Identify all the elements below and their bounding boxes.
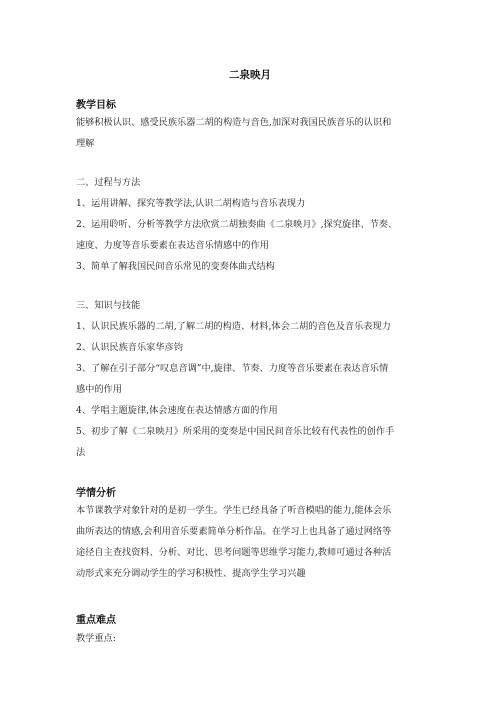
- paragraph-line: 1、运用讲解、探究等教学法,认识二胡构造与音乐表现力: [76, 198, 306, 209]
- paragraph-line: 理解: [76, 138, 95, 149]
- document-title: 二泉映月: [229, 69, 271, 81]
- paragraph-line: 5、初步了解《二泉映月》所采用的变奏是中国民间音乐比较有代表性的创作手: [76, 426, 395, 437]
- section-heading-key-points: 重点难点: [76, 615, 116, 626]
- paragraph-line: 3、了解在引子部分“叹息音调”中,旋律、节奏、力度等音乐要素在表达音乐情: [76, 363, 389, 374]
- section-heading-knowledge: 三、知识与技能: [76, 300, 141, 311]
- paragraph-line: 感中的作用: [76, 384, 122, 395]
- paragraph-line: 1、认识民族乐器的二胡,了解二胡的构造、材料,体会二胡的音色及音乐表现力: [76, 321, 391, 332]
- paragraph-line: 能够积极认识、感受民族乐器二胡的构造与音色,加深对我国民族音乐的认识和: [76, 117, 392, 128]
- paragraph-line: 途径自主查找资料、分析、对比、思考问题等思维学习能力,教师可通过各种活: [76, 547, 392, 558]
- paragraph-line: 曲所表达的情感,会利用音乐要素简单分析作品。在学习上也具备了通过网络等: [76, 526, 392, 537]
- paragraph-line: 本节课教学对象针对的是初一学生。学生已经具备了听音模唱的能力,能体会乐: [76, 505, 392, 516]
- paragraph-line: 4、学唱主题旋律,体会速度在表达情感方面的作用: [76, 405, 278, 416]
- section-heading-process: 二、过程与方法: [76, 177, 141, 188]
- section-heading-student-analysis: 学情分析: [76, 488, 116, 499]
- paragraph-line: 速度、力度等音乐要素在表达音乐情感中的作用: [76, 240, 269, 251]
- paragraph-line: 2、运用聆听、分析等教学方法欣赏二胡独奏曲《二泉映月》,探究旋律、节奏、: [76, 219, 398, 230]
- paragraph-line: 2、认识民族音乐家华彦钧: [76, 342, 183, 353]
- paragraph-line: 法: [76, 447, 86, 458]
- paragraph-line: 3、简单了解我国民间音乐常见的变奏体曲式结构: [76, 261, 275, 272]
- section-heading-objectives: 教学目标: [76, 100, 116, 111]
- paragraph-line: 动形式来充分调动学生的学习积极性、提高学生学习兴趣: [76, 568, 306, 579]
- paragraph-line: 教学重点:: [76, 633, 116, 644]
